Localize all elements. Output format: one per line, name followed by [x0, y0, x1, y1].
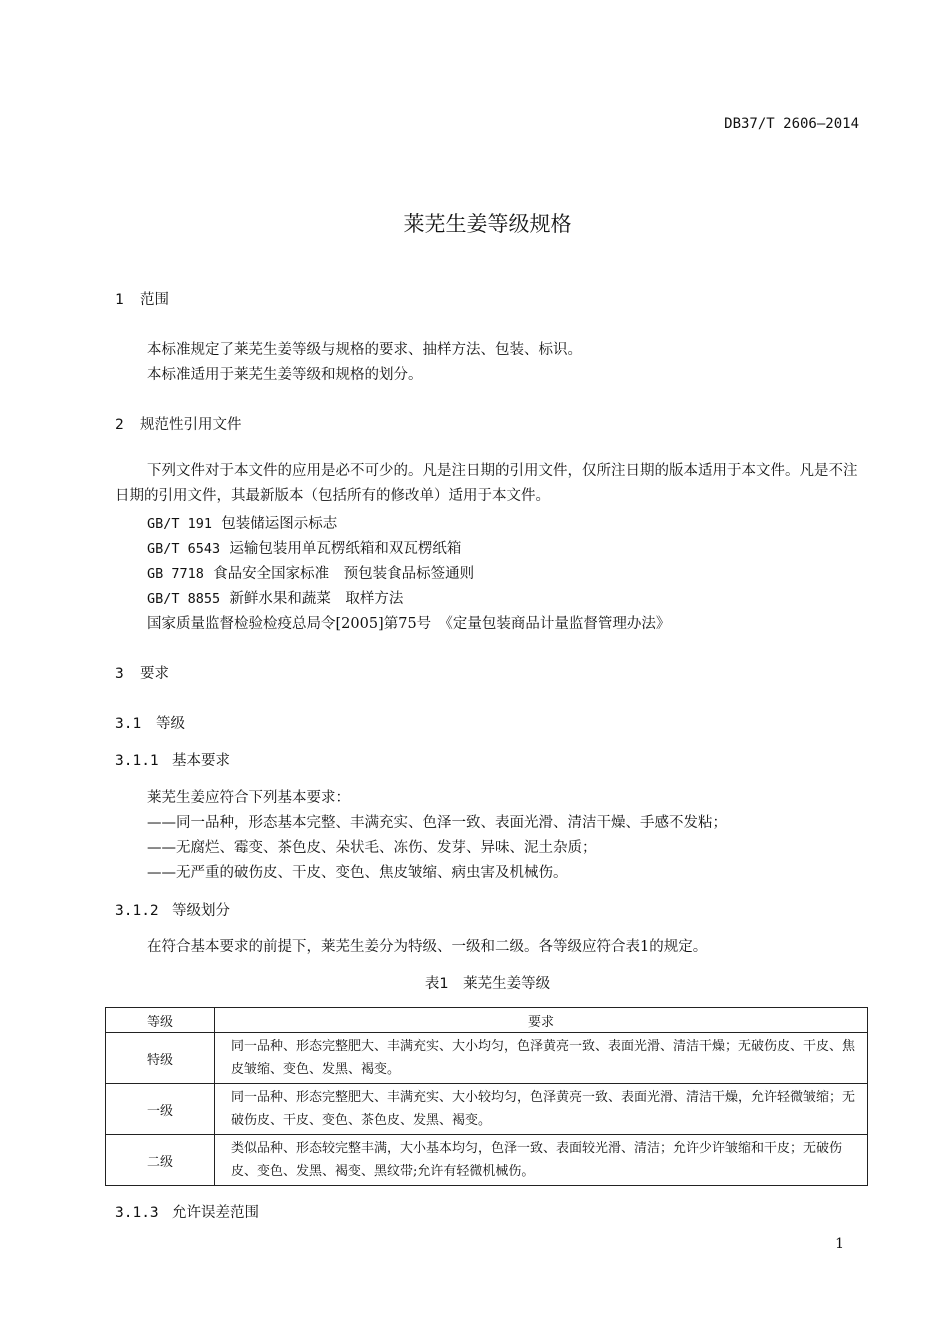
section-1-title: 范围 — [140, 292, 169, 308]
requirement-cell: 同一品种、形态完整肥大、丰满充实、大小较均匀，色泽黄亮一致、表面光滑、清洁干燥，允许轻微皱缩；无破伤皮、干皮、变色、茶色皮、发黑、褐变。 — [215, 1084, 868, 1135]
section-3-1-3-heading — [115, 1201, 259, 1222]
requirement-cell: 同一品种、形态完整肥大、丰满充实、大小均匀，色泽黄亮一致、表面光滑、清洁干燥；无破伤皮、干皮、焦皮皱缩、变色、发黑、褐变。 — [215, 1033, 868, 1084]
basic-requirement-item: ——无腐烂、霉变、茶色皮、朵状毛、冻伤、发芽、异味、泥土杂质； — [147, 840, 597, 856]
reference-gb7718 — [147, 562, 474, 583]
reference-name: 食品安全国家标准 预包装食品标签通则 — [213, 566, 475, 582]
reference-name: 包装储运图示标志 — [221, 516, 338, 532]
grade-table — [105, 1007, 868, 1186]
table-header-row — [106, 1008, 868, 1033]
table-header-grade: 等级 — [106, 1008, 215, 1033]
requirement-cell: 类似品种、形态较完整丰满，大小基本均匀，色泽一致、表面较光滑、清洁；允许少许皱缩和干皮；无破伤皮、变色、发黑、褐变、黑纹带;允许有轻微机械伤。 — [215, 1135, 868, 1186]
reference-gbt191 — [147, 512, 337, 533]
section-2-heading — [115, 413, 242, 434]
section-3-1-1-heading — [115, 749, 230, 770]
section-3-1-2-number: 3.1.2 — [115, 903, 159, 919]
grading-paragraph: 在符合基本要求的前提下，莱芜生姜分为特级、一级和二级。各等级应符合表1的规定。 — [147, 939, 708, 955]
table-header-requirement: 要求 — [215, 1008, 868, 1033]
section-1-number: 1 — [115, 292, 124, 308]
standard-code: DB37/T 2606—2014 — [724, 116, 859, 132]
section-3-1-title: 等级 — [156, 716, 185, 732]
reference-code: GB 7718 — [147, 566, 204, 582]
table-1-caption: 表1 莱芜生姜等级 — [424, 976, 551, 992]
document-title: 莱芜生姜等级规格 — [403, 212, 572, 236]
section-3-title: 要求 — [140, 666, 169, 682]
page-number: 1 — [835, 1236, 844, 1252]
reference-decree: 国家质量监督检验检疫总局令[2005]第75号 《定量包装商品计量监督管理办法》 — [147, 616, 671, 632]
reference-gbt6543 — [147, 537, 461, 558]
section-3-1-2-title: 等级划分 — [172, 903, 230, 919]
reference-code: GB/T 6543 — [147, 541, 221, 557]
section-3-heading — [115, 662, 169, 683]
grade-cell: 二级 — [106, 1135, 215, 1186]
reference-code: GB/T 191 — [147, 516, 213, 532]
section-1-paragraph-2: 本标准适用于莱芜生姜等级和规格的划分。 — [147, 367, 423, 383]
section-2-title: 规范性引用文件 — [140, 417, 242, 433]
section-3-1-1-number: 3.1.1 — [115, 753, 159, 769]
section-3-1-1-title: 基本要求 — [172, 753, 230, 769]
section-3-number: 3 — [115, 666, 124, 682]
reference-code: GB/T 8855 — [147, 591, 221, 607]
section-3-1-3-number: 3.1.3 — [115, 1205, 159, 1221]
section-2-intro: 下列文件对于本文件的应用是必不可少的。凡是注日期的引用文件，仅所注日期的版本适用于本文件。凡是不注日期的引用文件，其最新版本（包括所有的修改单）适用于本文件。 — [115, 463, 858, 504]
section-3-1-2-heading — [115, 899, 230, 920]
section-3-1-heading — [115, 712, 185, 733]
section-1-heading — [115, 288, 169, 309]
table-row — [106, 1033, 868, 1084]
section-3-1-number: 3.1 — [115, 716, 142, 732]
reference-name: 运输包装用单瓦楞纸箱和双瓦楞纸箱 — [229, 541, 462, 557]
section-3-1-3-title: 允许误差范围 — [172, 1205, 259, 1221]
grade-cell: 一级 — [106, 1084, 215, 1135]
table-row — [106, 1135, 868, 1186]
table-row — [106, 1084, 868, 1135]
reference-name: 新鲜水果和蔬菜 取样方法 — [229, 591, 404, 607]
reference-gbt8855 — [147, 587, 403, 608]
basic-requirement-item: ——无严重的破伤皮、干皮、变色、焦皮皱缩、病虫害及机械伤。 — [147, 865, 568, 881]
basic-requirement-item: ——同一品种，形态基本完整、丰满充实、色泽一致、表面光滑、清洁干燥、手感不发粘； — [147, 815, 727, 831]
section-2-number: 2 — [115, 417, 124, 433]
section-1-paragraph-1: 本标准规定了莱芜生姜等级与规格的要求、抽样方法、包装、标识。 — [147, 342, 582, 358]
grade-cell: 特级 — [106, 1033, 215, 1084]
basic-requirements-intro: 莱芜生姜应符合下列基本要求： — [147, 790, 350, 806]
